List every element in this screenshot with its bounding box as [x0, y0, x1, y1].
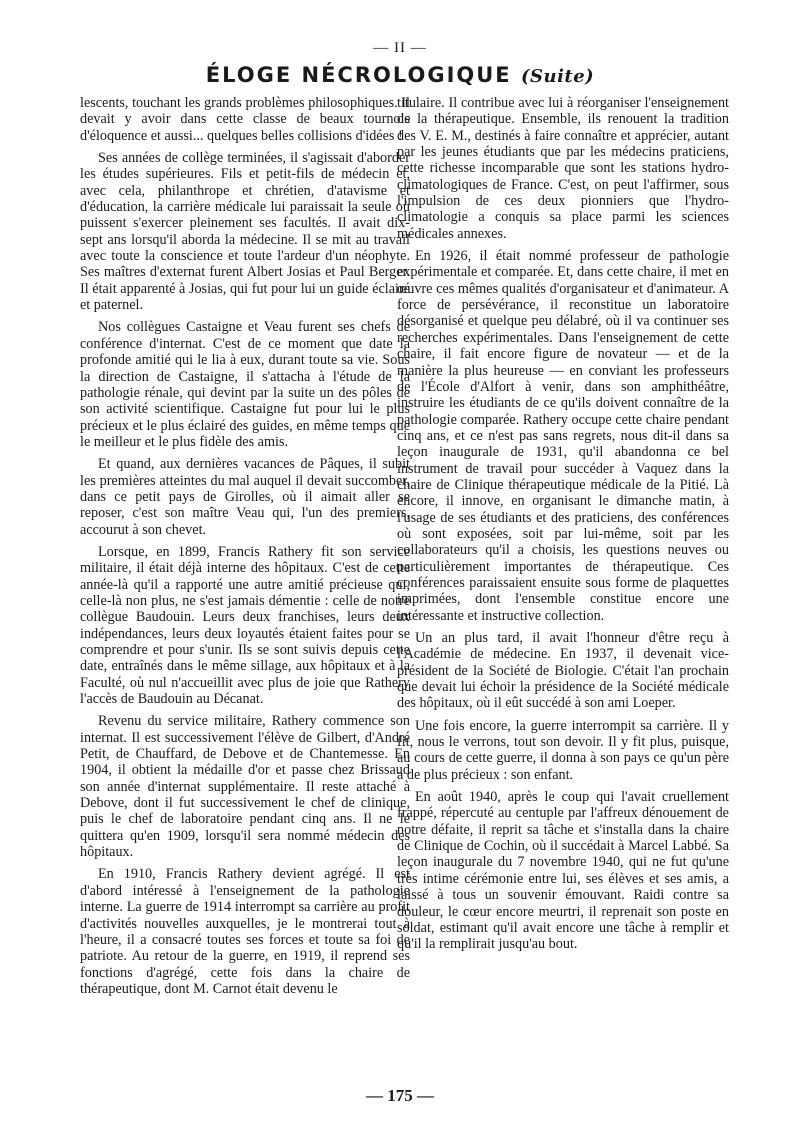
paragraph: Ses années de collège terminées, il s'agissait d'aborder les études supérieures. Fils et petit-fils de médecin et, avec cela, philanthrope et chrétien, d'atavisme et d'éducation, la carrière médicale lui paraissait la seule où puissent s'exercer pleinement ses facultés. Il avait dix-sept ans lorsqu'il aborda la médecine. Il se mit au travail avec toute la conscience et toute l'ardeur d'un néophyte. Ses maîtres d'externat furent Albert Josias et Paul Berger. Il était apparenté à Josias, qui fut pour lui un guide éclairé et paternel. — [80, 150, 410, 314]
paragraph: En 1910, Francis Rathery devient agrégé. Il est d'abord intéressé à l'enseignement de la pathologie interne. La guerre de 1914 interrompt sa carrière au profit d'activités nouvelles auxquelles, je le montrerai tout à l'heure, il a consacré toutes ses forces et toute sa foi de patriote. Au retour de la guerre, en 1919, il reprend ses fonctions d'agrégé, cette fois dans la chaire de thérapeutique, dont M. Carnot était devenu le — [80, 866, 410, 997]
title-suffix: (Suite) — [520, 66, 595, 87]
paragraph: lescents, touchant les grands problèmes philosophiques. Il devait y avoir dans cette classe de beaux tournois d'éloquence et aussi... quelques belles collisions d'idées ! — [80, 95, 410, 144]
right-column — [397, 95, 729, 959]
paragraph: titulaire. Il contribue avec lui à réorganiser l'enseignement de la thérapeutique. Ensemble, ils renouent la tradition des V. E. M., destinés à faire connaître et apprécier, autant par les jeunes étudiants que par les médecins praticiens, cette richesse incomparable que sont les stations hydro-climatologiques de France. C'est, on peut l'affirmer, sous l'impulsion de ces deux pionniers que l'hydro-climatologie a conquis sa place parmi les sciences médicales annexes. — [397, 95, 729, 242]
paragraph: Lorsque, en 1899, Francis Rathery fit son service militaire, il était déjà interne des hôpitaux. C'est de cette année-là qu'il a rapporté une autre amitié précieuse qui, celle-là non plus, ne s'est jamais démentie : celle de notre collègue Baudouin. Leurs deux franchises, leurs deux indépendances, leurs deux loyautés étaient faites pour se comprendre et pour s'unir. Ils se sont suivis depuis cette date, entraînés dans le même sillage, aux hôpitaux et à la Faculté, où nul n'accueillit avec plus de joie que Rathery l'accès de Baudouin au Décanat. — [80, 543, 410, 708]
page-number: — 175 — — [366, 1086, 434, 1105]
paragraph: Revenu du service militaire, Rathery commence son internat. Il est successivement l'élève de Gilbert, d'André Petit, de Chauffard, de Debove et de Chantemesse. En 1904, il obtient la médaille d'or et passe chez Brissaud son année d'internat supplémentaire. Il reste attaché à Debove, dont il fut successivement le chef de clinique, puis le chef de laboratoire pendant cinq ans. Il ne le quittera qu'en 1909, lorsqu'il sera nommé médecin des hôpitaux. — [80, 713, 410, 861]
title-text: ÉLOGE NÉCROLOGIQUE — [205, 63, 512, 87]
paragraph: Et quand, aux dernières vacances de Pâques, il subit les premières atteintes du mal auquel il devait succomber, dans ce petit pays de Girolles, où il aimait aller se reposer, c'est son maître Veau qui, l'un des premiers, accourut à son chevet. — [80, 456, 410, 538]
page-title — [0, 63, 800, 87]
paragraph: En août 1940, après le coup qui l'avait cruellement frappé, répercuté au centuple par l'affreux dénouement de notre défaite, il reprit sa tâche et s'installa dans la chaire de Clinique de Cochin, où il succédait à Marcel Labbé. Sa leçon inaugurale du 7 novembre 1940, qui ne fut qu'une très intime cérémonie entre lui, ses élèves et ses amis, a laissé à tous un souvenir émouvant. Raidi contre sa douleur, le cœur encore meurtri, il reprenait son poste en soldat, estimant qu'il avait encore une tâche à remplir et qu'il la remplirait jusqu'au bout. — [397, 789, 729, 953]
paragraph: Une fois encore, la guerre interrompit sa carrière. Il y fit, nous le verrons, tout son devoir. Il y fit plus, puisque, au cours de cette guerre, il donna à son pays ce qu'un père a de plus précieux : son enfant. — [397, 717, 729, 783]
roman-page-number: — II — — [373, 40, 427, 56]
paragraph: En 1926, il était nommé professeur de pathologie expérimentale et comparée. Et, dans cette chaire, il met en œuvre ces mêmes qualités d'organisateur et d'animateur. A force de persévérance, il reconstitue un laboratoire désorganisé et quelque peu délabré, où il va continuer ses recherches expérimentales. Dans l'enseignement de cette chaire, il fait encore figure de novateur — et de la manière la plus heureuse — en conviant les professeurs de l'École d'Alfort à venir, dans son amphithéâtre, instruire les étudiants de ce qu'ils doivent connaître de la pathologie comparée. Rathery occupe cette chaire pendant cinq ans, et ce n'est pas sans regrets, nous dit-il dans sa leçon inaugurale de 1931, qu'il abandonna ce bel instrument de travail pour succéder à Vaquez dans la chaire de Clinique thérapeutique médicale de la Pitié. Là encore, il innove, en organisant le dimanche matin, à l'usage de ses étudiants et des praticiens, des conférences où sont exposées, soit par lui-même, soit par les collaborateurs qu'il a choisis, les questions neuves ou particulièrement importantes de thérapeutique. Ces conférences paraissaient ensuite sous forme de plaquettes imprimées, dont l'ensemble constitue encore une intéressante et instructive collection. — [397, 248, 729, 624]
paragraph: Un an plus tard, il avait l'honneur d'être reçu à l'Académie de médecine. En 1937, il devenait vice-président de la Société de Biologie. C'était l'an prochain que devait lui échoir la présidence de la Société médicale des hôpitaux, où il eût succédé à son ami Loeper. — [397, 630, 729, 712]
left-column — [80, 95, 410, 1003]
paragraph: Nos collègues Castaigne et Veau furent ses chefs de conférence d'internat. C'est de ce moment que date la profonde amitié qui le lia à eux, durant toute sa vie. Sous la direction de Castaigne, il s'attacha à l'étude de la pathologie rénale, qui devint par la suite un des pôles de son activité scientifique. Castaigne fut pour lui le plus précieux et le plus éclairé des guides, en même temps que le meilleur et le plus fidèle des amis. — [80, 319, 410, 450]
